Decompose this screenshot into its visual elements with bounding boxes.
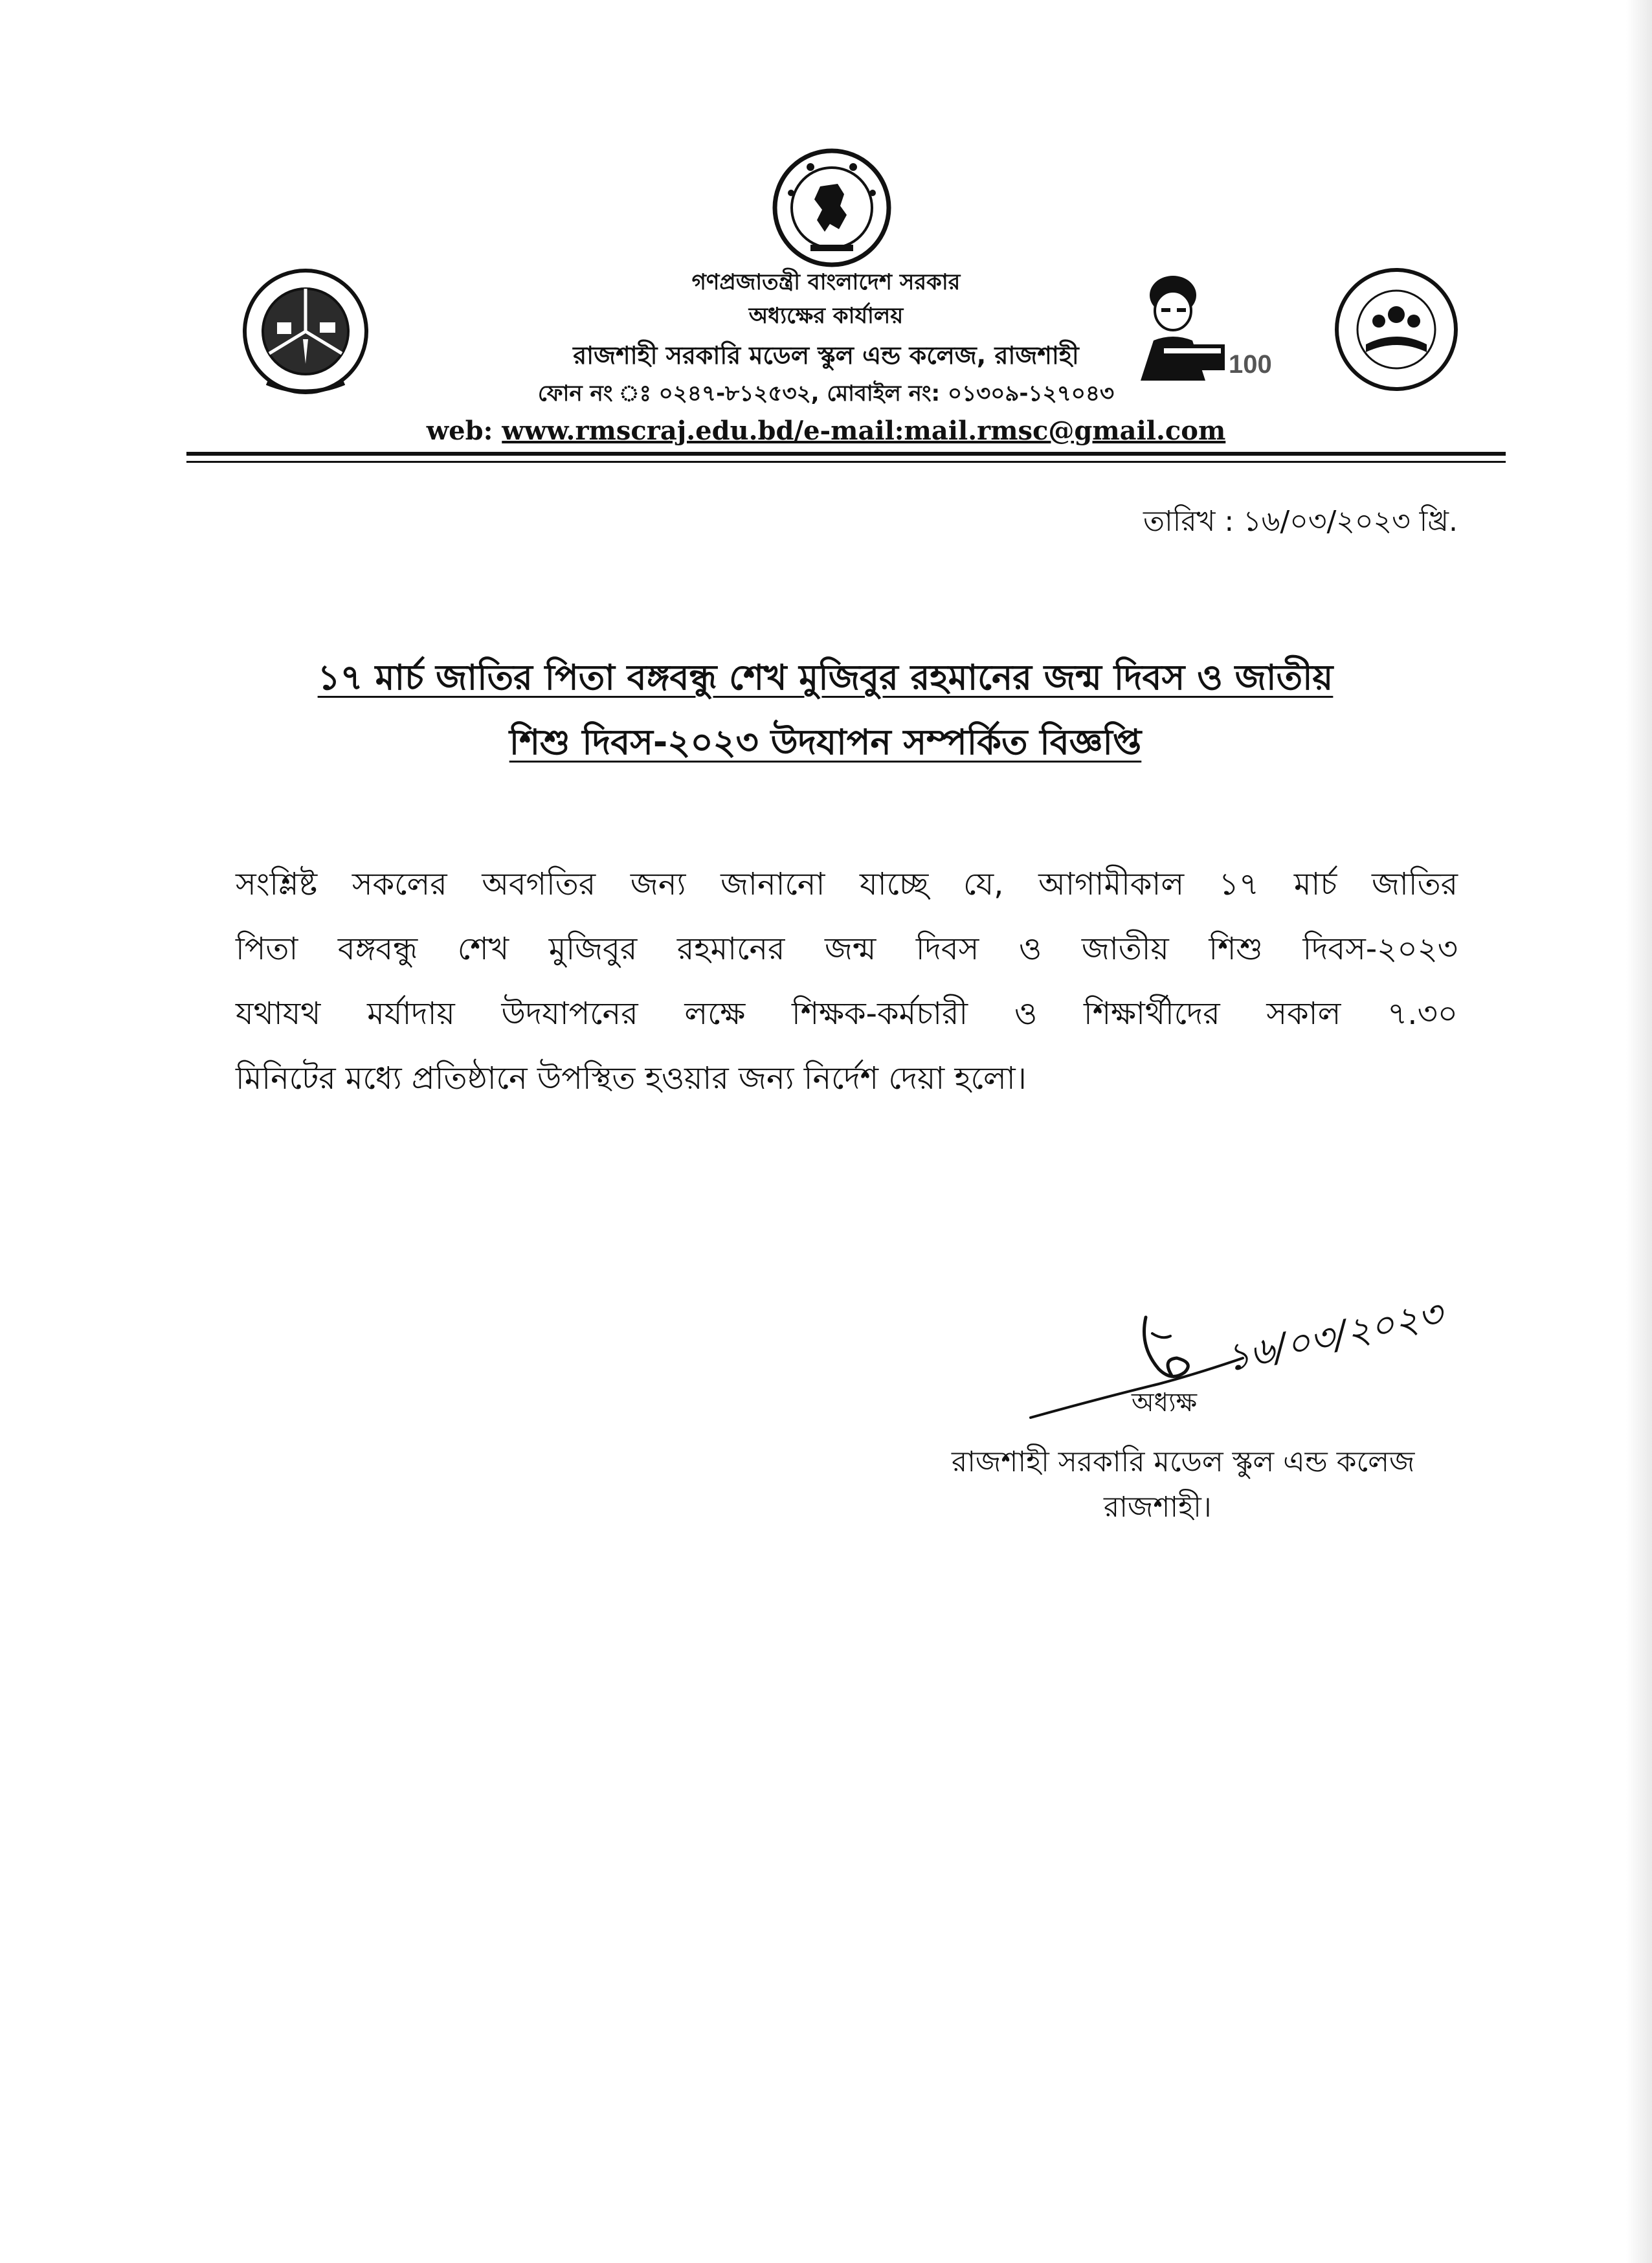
government-seal-icon — [772, 148, 892, 268]
header-institution: রাজশাহী সরকারি মডেল স্কুল এন্ড কলেজ, রাজশাহী — [573, 341, 1079, 370]
body-line-2: পিতা বঙ্গবন্ধু শেখ মুজিবুর রহমানের জন্ম দিবস ও জাতীয় শিশু দিবস-২০২৩ — [236, 931, 1458, 967]
body-line-3: যথাযথ মর্যাদায় উদযাপনের লক্ষে শিক্ষক-কর্মচারী ও শিক্ষার্থীদের সকাল ৭.৩০ — [236, 996, 1458, 1032]
header-web-link[interactable]: www.rmscraj.edu.bd/e-mail:mail.rmsc@gmail.com — [502, 416, 1226, 446]
header-web — [0, 416, 1652, 446]
signatory-institution: রাজশাহী সরকারি মডেল স্কুল এন্ড কলেজ — [952, 1445, 1415, 1478]
header-web-prefix: web: — [426, 416, 502, 446]
body-line-4: মিনিটের মধ্যে প্রতিষ্ঠানে উপস্থিত হওয়ার জন্য নির্দেশ দেয়া হলো। — [236, 1060, 1027, 1097]
signatory-city: রাজশাহী। — [1104, 1491, 1212, 1524]
notice-title-line-1-text: ১৭ মার্চ জাতির পিতা বঙ্গবন্ধু শেখ মুজিবুর রহমানের জন্ম দিবস ও জাতীয় — [317, 657, 1334, 698]
notice-date: তারিখ : ১৬/০৩/২০২৩ খ্রি. — [1143, 505, 1458, 538]
signature-date: ১৬/০৩/২০২৩ — [1221, 1291, 1447, 1381]
header-government: গণপ্রজাতন্ত্রী বাংলাদেশ সরকার — [691, 269, 961, 295]
svg-text:100: 100 — [1229, 350, 1272, 379]
header-rule-thick — [186, 452, 1506, 456]
notice-title-line-2 — [194, 715, 1457, 774]
notice-title-line-2-text: শিশু দিবস-২০২৩ উদযাপন সম্পর্কিত বিজ্ঞপ্তি — [509, 722, 1142, 763]
notice-title-line-1 — [194, 651, 1457, 709]
header-rule-thin — [186, 461, 1506, 463]
body-line-1: সংশ্লিষ্ট সকলের অবগতির জন্য জানানো যাচ্ছে যে, আগামীকাল ১৭ মার্চ জাতির — [236, 866, 1458, 902]
signatory-title: অধ্যক্ষ — [1132, 1388, 1198, 1418]
header-phone: ফোন নং ঃ ০২৪৭-৮১২৫৩২, মোবাইল নং: ০১৩০৯-১২৭০৪৩ — [537, 381, 1115, 407]
header-office: অধ্যক্ষের কার্যালয় — [748, 303, 904, 329]
